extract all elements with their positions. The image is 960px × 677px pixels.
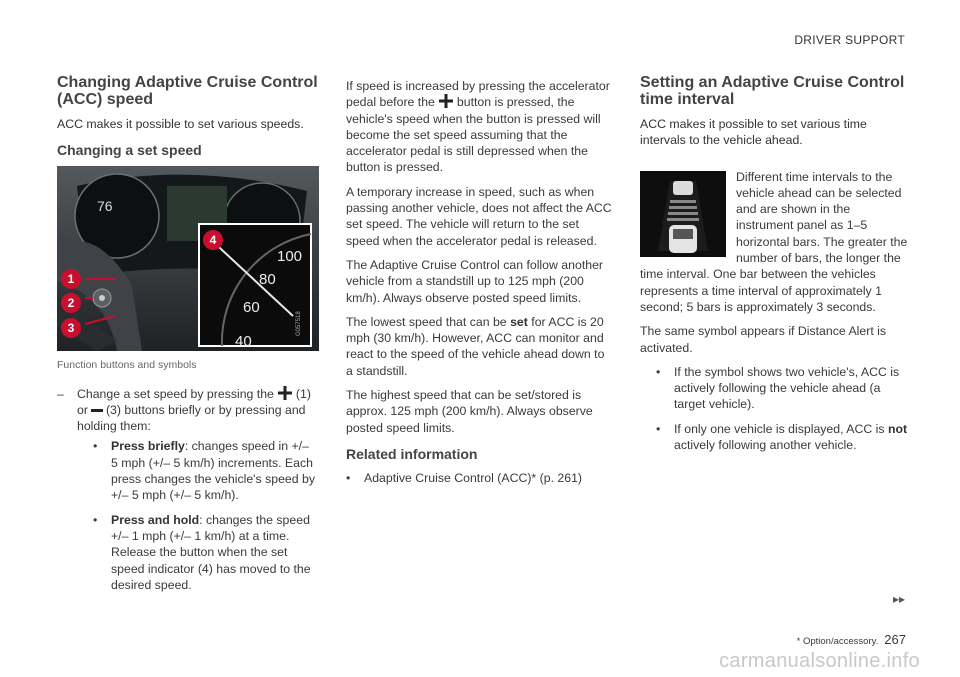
page-title: Changing Adaptive Cruise Control (ACC) speed [57,74,318,108]
section-title: Setting an Adaptive Cruise Control time interval [640,74,905,108]
bullet-text: If the symbol shows two vehicle's, ACC is actively following the vehicle ahead (a target vehicle). [674,364,900,412]
paragraph-text: If speed is increased by pressing the accelerator pedal before the [346,79,610,110]
figure-caption: Function buttons and symbols [57,359,197,372]
instruction-text-mid: (1) or [77,386,311,417]
tick-40: 40 [235,333,252,351]
paragraph-temporary-increase: A temporary increase in speed, such as when passing another vehicle, does not affect the ACC set speed. The vehicle will return to the set speed when the accelerator pedal is released. [346,184,612,248]
tick-60: 60 [243,299,260,317]
bullet-two-vehicles [656,364,908,413]
paragraph-distance-alert: The same symbol appears if Distance Alert is activated. [640,324,887,355]
cluster-speed: 76 [97,198,113,215]
figure-label-4: 4 [203,230,223,250]
bullet-text: If only one vehicle is displayed, ACC is [674,421,885,436]
paragraph-standstill: The Adaptive Cruise Control can follow another vehicle from a standstill up to 125 mph (200 km/h). Always observe posted speed limits. [346,257,604,305]
tick-80: 80 [259,271,276,289]
bullet-text: : changes the speed +/– 1 mph (+/– 1 km/h) at a time. Release the button when the set speed indicator (4) has moved to the desired speed. [111,512,311,592]
related-link[interactable]: Adaptive Cruise Control (ACC)* (p. 261) [364,470,583,485]
paragraph-text: for ACC is 20 mph (30 km/h). However, ACC can monitor and react to the speed of the vehicle ahead down to a standstill. [346,314,605,378]
bullet-bold: not [887,421,908,436]
figure-label-2: 2 [61,293,81,313]
figure-label-1: 1 [61,269,81,289]
dashboard-illustration [57,166,319,351]
bullet-dot: • [346,470,351,485]
time-interval-symbol-image [640,171,726,257]
column-acc-speed [57,74,319,601]
page-footer [797,632,906,647]
bullet-dot: • [656,421,661,436]
bullet-dot: • [656,364,661,379]
related-information-title: Related information [346,445,478,462]
time-interval-icon [640,171,726,257]
related-link-item[interactable] [346,470,614,486]
paragraph-bold: set [510,314,528,329]
bullet-press-hold [93,512,319,593]
next-page-arrow-icon[interactable]: ▸▸ [892,592,905,606]
paragraph-accelerator [346,78,614,176]
section-header: DRIVER SUPPORT [794,33,905,47]
bullet-bold: Press and hold [111,512,200,527]
bullet-text: : changes speed in +/– 5 mph (+/– 5 km/h) increments. Each press changes the vehicle's speed by +/– 5 mph (+/– 5 km/h). [111,439,316,503]
steering-wheel-figure [57,166,319,351]
column-time-interval [640,74,908,461]
paragraph-highest-speed: The highest speed that can be set/stored is approx. 125 mph (200 km/h). Always observe posted speed limits. [346,388,593,435]
instruction-item [57,386,319,602]
bullet-press-briefly [93,438,319,503]
paragraph-time-interval: Different time intervals to the vehicle ahead can be selected and are shown in the instrument panel as 1–5 horizontal bars. The greater the number of bars, the longer the time interval. One bar between the vehicles represents a time interval of approximately 1 second; 5 bars is approximately 3 seconds. [640,169,908,314]
page-number: 267 [884,632,906,647]
dash-marker: – [57,386,64,401]
bullet-one-vehicle [656,421,908,454]
figure-label-3: 3 [61,318,81,338]
bullet-text: actively following another vehicle. [674,438,857,453]
paragraph-lowest-speed [346,314,614,379]
option-note: * Option/accessory. [796,636,879,647]
bullet-dot: • [93,439,98,454]
instruction-text-end: (3) buttons briefly or by pressing and holding them: [77,402,306,434]
bullet-dot: • [93,512,98,527]
paragraph-text: button is pressed, the vehicle's speed when the button is pressed will become the set speed assuming that the accelerator pedal is still depressed when the button is pressed. [346,95,601,175]
watermark: carmanualsonline.info [719,650,920,672]
instruction-text-start: Change a set speed by pressing the [77,386,274,401]
paragraph-text: The lowest speed that can be [346,314,507,329]
intro-text: ACC makes it possible to set various speeds. [57,117,304,131]
bullet-bold: Press briefly [111,439,185,454]
figure-code: G057518 [296,311,302,337]
subtitle: Changing a set speed [57,142,202,159]
plus-icon [278,386,292,400]
tick-100: 100 [277,248,303,266]
minus-icon [91,409,103,413]
column-acc-speed-continued [346,78,614,494]
intro-text: ACC makes it possible to set various time intervals to the vehicle ahead. [640,117,867,148]
plus-icon [439,94,453,108]
